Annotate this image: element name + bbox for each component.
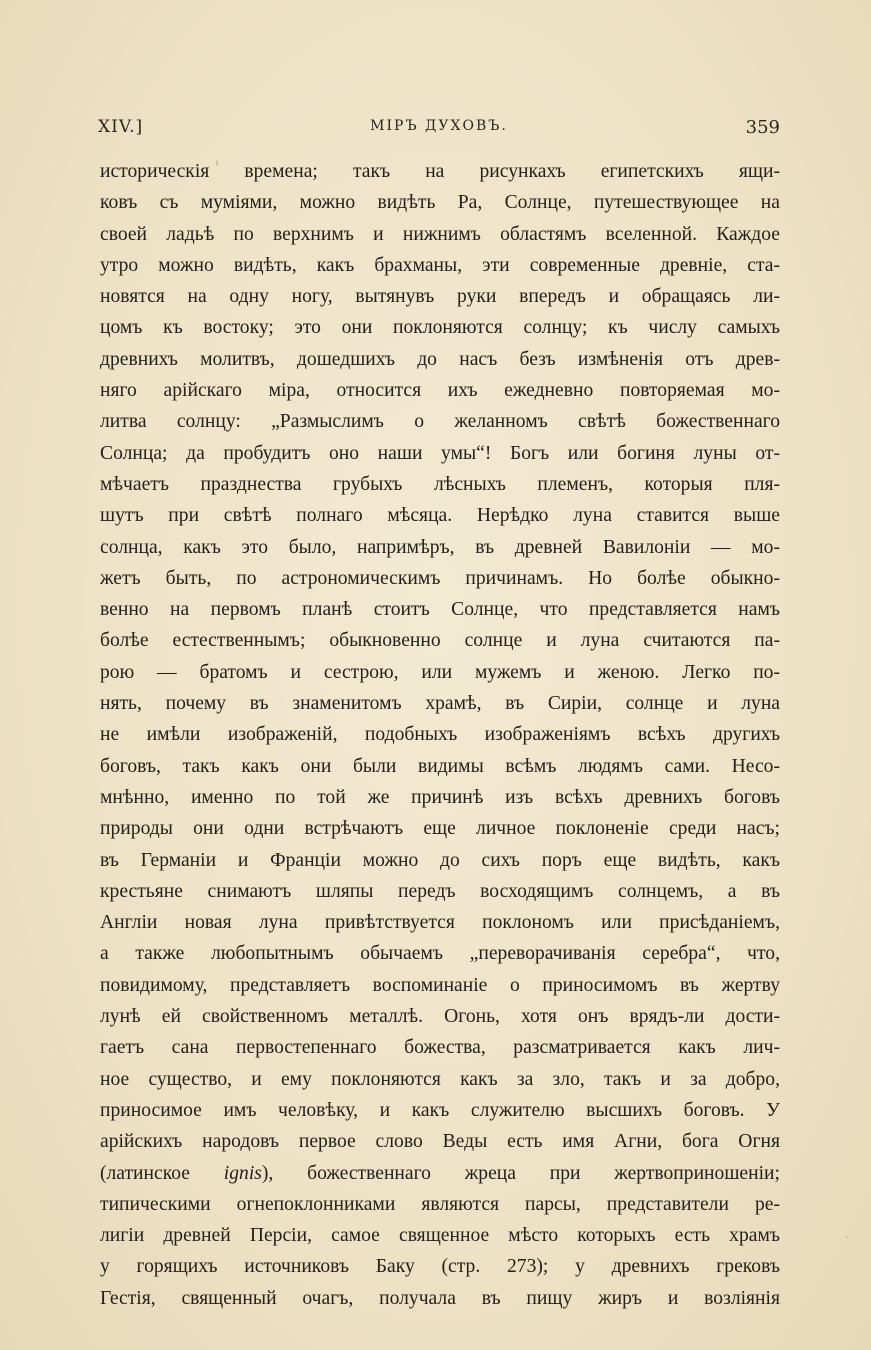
text-line: древнихъ молитвъ, дошедшихъ до насъ безъ измѣненія отъ древ-: [100, 348, 780, 370]
page-number: 359: [745, 117, 780, 138]
text-line: няго арійскаго міра, относится ихъ ежедневно повторяемая мо-: [100, 380, 780, 402]
text-line: цомъ къ востоку; это они поклоняются солнцу; къ числу самыхъ: [100, 317, 780, 339]
text-line: типическими огнепоклонниками являются парсы, представители ре-: [100, 1193, 780, 1215]
paper-speck: [216, 160, 218, 166]
chapter-marker: XIV.]: [98, 117, 144, 137]
text-line: у горящихъ источниковъ Баку (стр. 273); у древнихъ грековъ: [100, 1256, 780, 1278]
text-line: солнца, какъ это было, напримѣръ, въ древней Вавилоніи — мо-: [100, 536, 780, 558]
text-line: повидимому, представляетъ воспоминаніе о приносимомъ въ жертву: [100, 974, 780, 996]
text-line: своей ладьѣ по верхнимъ и нижнимъ областямъ вселенной. Каждое: [100, 223, 780, 245]
text-line: мнѣнно, именно по той же причинѣ изъ всѣхъ древнихъ боговъ: [100, 786, 780, 808]
text-line: гаетъ сана первостепеннаго божества, разсматривается какъ лич-: [100, 1037, 780, 1059]
text-line: Гестія, священный очагъ, получала въ пищу жиръ и возліянія: [100, 1287, 780, 1309]
text-line: жетъ быть, по астрономическимъ причинамъ. Но болѣе обыкно-: [100, 567, 780, 589]
text-line: ное существо, и ему поклоняются какъ за зло, такъ и за добро,: [100, 1068, 780, 1090]
running-header: [98, 117, 780, 139]
text-line: мѣчаетъ празднества грубыхъ лѣсныхъ племенъ, которыя пля-: [100, 473, 780, 495]
running-title: МІРЪ ДУХОВЪ.: [370, 118, 508, 134]
text-line: утро можно видѣть, какъ брахманы, эти современные древніе, ста-: [100, 254, 780, 276]
text-line: ковъ съ муміями, можно видѣть Ра, Солнце, путешествующее на: [100, 192, 780, 214]
text-line: шутъ при свѣтѣ полнаго мѣсяца. Нерѣдко луна ставится выше: [100, 505, 780, 527]
text-line: не имѣли изображеній, подобныхъ изображеніямъ всѣхъ другихъ: [100, 724, 780, 746]
text-line: Англіи новая луна привѣтствуется поклономъ или присѣданіемъ,: [100, 912, 780, 934]
text-line: Солнца; да пробудитъ оно наши умы“! Богъ или богиня луны от-: [100, 442, 780, 464]
latin-term: ignis: [223, 1162, 262, 1184]
text-line: въ Германіи и Франціи можно до сихъ поръ еще видѣть, какъ: [100, 849, 780, 871]
text-line: литва солнцу: „Размыслимъ о желанномъ свѣтѣ божественнаго: [100, 411, 780, 433]
text-line: лигіи древней Персіи, самое священное мѣсто которыхъ есть храмъ: [100, 1225, 780, 1247]
text-line: историческія времена; такъ на рисункахъ египетскихъ ящи-: [100, 161, 780, 182]
text-line: боговъ, такъ какъ они были видимы всѣмъ людямъ сами. Несо-: [100, 755, 780, 777]
text-line: рою — братомъ и сестрою, или мужемъ и женою. Легко по-: [100, 661, 780, 683]
paper-speck: [846, 1236, 848, 1238]
text-line: арійскихъ народовъ первое слово Веды есть имя Агни, бога Огня: [100, 1131, 780, 1153]
text-line: болѣе естественнымъ; обыкновенно солнце и луна считаются па-: [100, 630, 780, 652]
body-text: [100, 156, 780, 1314]
text-line: а также любопытнымъ обычаемъ „переворачиванія серебра“, что,: [100, 943, 780, 965]
text-line: нять, почему въ знаменитомъ храмѣ, въ Сиріи, солнце и луна: [100, 693, 780, 715]
text-line: (латинское ignis), божественнаго жреца при жертвоприношеніи;: [100, 1162, 780, 1184]
paper-speck: [102, 542, 105, 545]
text-line: крестьяне снимаютъ шляпы передъ восходящимъ солнцемъ, а въ: [100, 880, 780, 902]
text-line: новятся на одну ногу, вытянувъ руки впередъ и обращаясь ли-: [100, 286, 780, 308]
text-line: венно на первомъ планѣ стоитъ Солнце, что представляется намъ: [100, 599, 780, 621]
text-line: приносимое имъ человѣку, и какъ служителю высшихъ боговъ. У: [100, 1099, 780, 1121]
text-line: лунѣ ей свойственномъ металлѣ. Огонь, хотя онъ врядъ-ли дости-: [100, 1006, 780, 1028]
text-line: природы они одни встрѣчаютъ еще личное поклоненіе среди насъ;: [100, 818, 780, 840]
